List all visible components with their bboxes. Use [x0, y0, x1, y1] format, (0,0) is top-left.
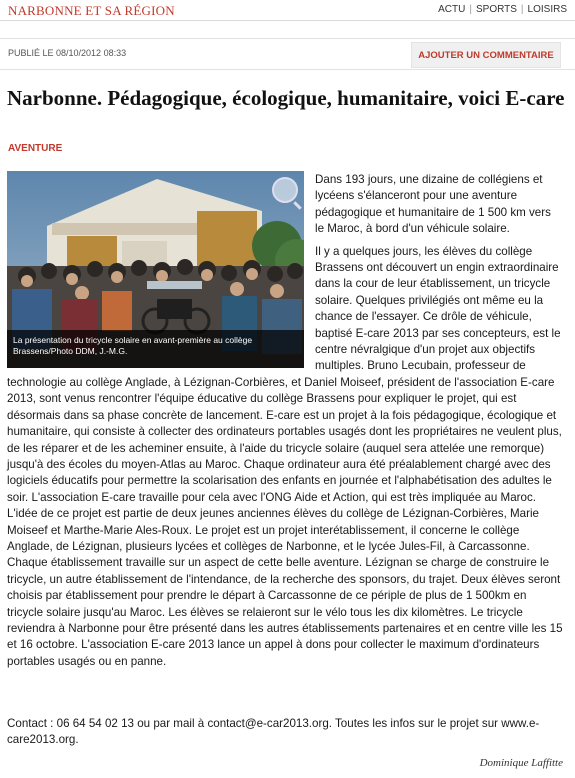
top-nav: [438, 4, 567, 15]
meta-bar: [0, 38, 575, 70]
nav-separator: |: [469, 4, 472, 15]
nav-loisirs[interactable]: LOISIRS: [527, 4, 567, 15]
article-author: Dominique Laffitte: [479, 757, 563, 769]
section-title[interactable]: NARBONNE ET SA RÉGION: [8, 3, 175, 18]
zoom-icon[interactable]: [272, 177, 298, 203]
add-comment-button[interactable]: AJOUTER UN COMMENTAIRE: [411, 42, 561, 68]
article-title: Narbonne. Pédagogique, écologique, humanitaire, voici E-care: [7, 86, 565, 110]
top-bar: [0, 0, 575, 21]
contact-info: Contact : 06 64 54 02 13 ou par mail à contact@e-car2013.org. Toutes les infos sur le projet sur www.e-care2013.org.: [7, 717, 540, 747]
article-paragraph: Dans 193 jours, une dizaine de collégiens et lycéens s'élanceront pour une aventure pédagogique et humanitaire de 1 500 km vers le Maroc, à bord d'un véhicule solaire.: [315, 173, 551, 236]
article-category[interactable]: AVENTURE: [8, 143, 63, 154]
publish-date: PUBLIÉ LE 08/10/2012 08:33: [8, 48, 127, 58]
article-paragraph: Il y a quelques jours, les élèves du collège Brassens ont découvert un engin extraordinaire dans la cour de leur établissement, un tricycle solaire. Quelques privilégiés ont même eu la chance de l'essayer. Ce drôle de véhicule, baptisé E-care 2013 par ses concepteurs, est le centre névralgique d'un projet aux objectifs multiples. Bruno Lecubain, professeur de technologie au collège Anglade, à Lézignan-Corbières, et Daniel Moiseef, président de l'association E-care 2013, sont venus rencontrer l'équipe éducative du collège Brassens pour expliquer le projet, qui est désormais dans sa phase concrète de lancement. E-care est un projet à la fois pédagogique, écologique et humanitaire, qui consiste à collecter des ordinateurs portables usagés dont les propriétaires ne veulent plus, de les réparer et de les acheminer ensuite, à l'aide du tricycle solaire (auquel sera attelée une remorque) jusqu'à des écoles du moyen-Atlas au Maroc. Chaque ordinateur aura été préalablement chargé avec des logiciels éducatifs pour permettre la scolarisation des enfants en journée et l'alphabétisation des adultes le soir. L'association E-care travaille pour cela avec l'ONG Aide et Action, qui est très impliquée au Maroc. L'idée de ce projet est partie de deux jeunes anciennes élèves du collège de Lézignan-Corbières, Marie Moiseef et Marthe-Marie Ales-Roux. Le projet est un projet interétablissement, il concerne le collège Anglade, de Lézignan, plusieurs lycées et collèges de Narbonne, et le lycée Jules-Fil, à Carcassonne. Chaque établissement travaille sur un aspect de cette belle aventure. Lézignan se charge de construire le tricycle, un autre établissement de l'intendance, de la recherche des sponsors, du trajet. Deux élèves seront choisis par établissement pour prendre le départ à Carcassonne de ce périple de plus de 1 500km en tricycle solaire jusqu'au Maroc. Les élèves se relaieront sur le vélo tous les dix kilomètres. Le tricycle reviendra à Narbonne pour être présenté dans les autres établissements partenaires et en centre ville les 15 et 16 octobre. L'association E-care 2013 lance un appel à dons pour collecter le maximum d'ordinateurs portables usagés ou en panne.: [7, 244, 563, 668]
nav-separator: |: [520, 4, 524, 15]
nav-sports[interactable]: SPORTS: [475, 4, 517, 15]
article-photo[interactable]: [7, 171, 304, 368]
nav-actu[interactable]: ACTU: [438, 4, 466, 15]
photo-caption: La présentation du tricycle solaire en avant-première au collège Brassens/Photo DDM, J.-M.G.: [7, 330, 304, 368]
